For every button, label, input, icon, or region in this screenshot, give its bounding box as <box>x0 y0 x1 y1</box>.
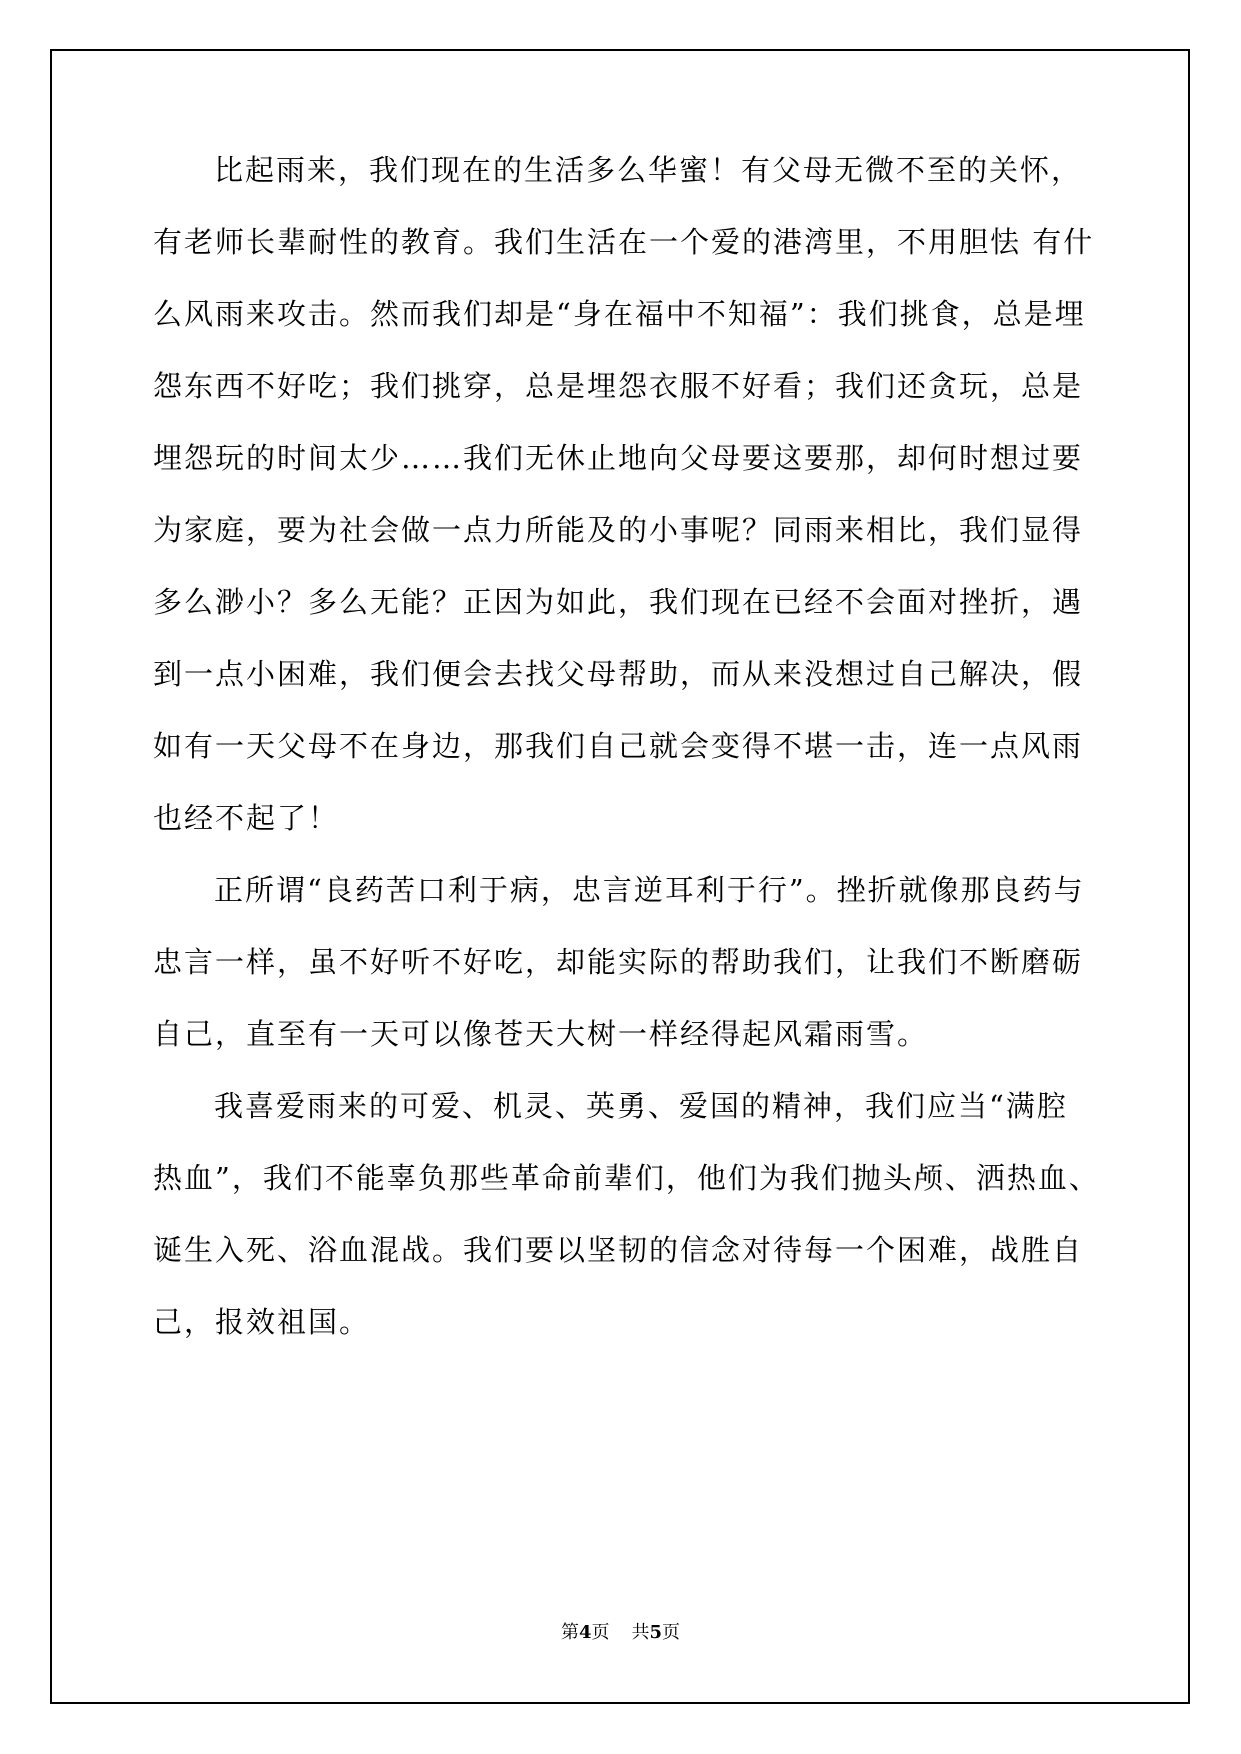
footer-total-prefix: 共 <box>631 1622 650 1643</box>
paragraph-1-line-5: 埋怨玩的时间太少……我们无休止地向父母要这要那，却何时想过要 <box>153 441 1084 475</box>
paragraph-2-line-3: 自己，直至有一天可以像苍天大树一样经得起风霜雨雪。 <box>153 1017 929 1051</box>
paragraph-1-line-3: 么风雨来攻击。然而我们却是“身在福中不知福”：我们挑食，总是埋 <box>153 297 1086 331</box>
paragraph-1-line-7: 多么渺小？多么无能？正因为如此，我们现在已经不会面对挫折，遇 <box>153 585 1084 619</box>
paragraph-1-line-9: 如有一天父母不在身边，那我们自己就会变得不堪一击，连一点风雨 <box>153 729 1084 763</box>
paragraph-1-line-10: 也经不起了！ <box>153 801 340 835</box>
footer-page-unit: 页 <box>591 1622 610 1643</box>
footer-prefix: 第 <box>560 1622 579 1643</box>
paragraph-1-line-1: 比起雨来，我们现在的生活多么华蜜！有父母无微不至的关怀， <box>214 153 1083 187</box>
paragraph-3-line-3: 诞生入死、浴血混战。我们要以坚韧的信念对待每一个困难，战胜自 <box>153 1233 1084 1267</box>
paragraph-1-line-4: 怨东西不好吃；我们挑穿，总是埋怨衣服不好看；我们还贪玩，总是 <box>153 369 1084 403</box>
total-page-number: 5 <box>649 1622 663 1643</box>
paragraph-2-line-1: 正所谓“良药苦口利于病，忠言逆耳利于行”。挫折就像那良药与 <box>214 873 1085 907</box>
paragraph-1-line-2: 有老师长辈耐性的教育。我们生活在一个爱的港湾里，不用胆怯 有什 <box>153 225 1095 259</box>
paragraph-1-line-8: 到一点小困难，我们便会去找父母帮助，而从来没想过自己解决，假 <box>153 657 1084 691</box>
paragraph-2-line-2: 忠言一样，虽不好听不好吃，却能实际的帮助我们，让我们不断磨砺 <box>153 945 1084 979</box>
paragraph-3-line-4: 己，报效祖国。 <box>153 1305 371 1339</box>
current-page-number: 4 <box>578 1622 592 1643</box>
paragraph-3-line-1: 我喜爱雨来的可爱、机灵、英勇、爱国的精神，我们应当“满腔 <box>214 1089 1068 1123</box>
page-footer <box>0 1621 1241 1645</box>
paragraph-3-line-2: 热血”，我们不能辜负那些革命前辈们，他们为我们抛头颅、洒热血、 <box>153 1161 1100 1195</box>
footer-total-unit: 页 <box>662 1622 681 1643</box>
paragraph-1-line-6: 为家庭，要为社会做一点力所能及的小事呢？同雨来相比，我们显得 <box>153 513 1084 547</box>
